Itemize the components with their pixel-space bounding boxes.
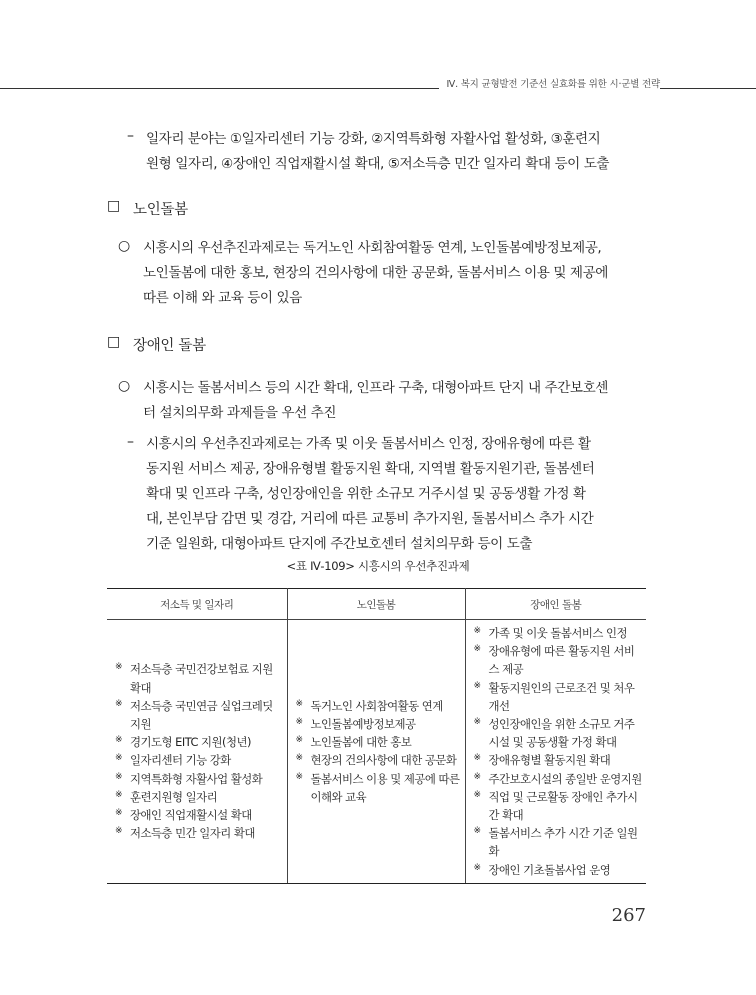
list-item — [296, 715, 461, 733]
list-item-text: 가족 및 이웃 돌봄서비스 인정 — [488, 626, 628, 640]
list-item-text: 직업 및 근로활동 장애인 추가시간 확대 — [488, 789, 638, 823]
list-item-text: 독거노인 사회참여활동 연계 — [310, 698, 443, 713]
list-item-text: 일자리센터 기능 강화 — [130, 753, 231, 768]
bullet-marker: ※ — [115, 771, 123, 782]
list-item — [115, 660, 283, 696]
list-item — [115, 806, 283, 824]
section-title-elderly-care: 노인돌봄 — [133, 202, 188, 218]
list-item — [296, 770, 461, 806]
bullet-marker: ※ — [115, 735, 123, 746]
section-title-disability-care: 장애인 돌봄 — [133, 338, 206, 354]
column-header: 장애인 돌봄 — [465, 589, 646, 620]
bullet-marker: ※ — [295, 717, 303, 728]
bullet-marker: ※ — [115, 826, 123, 837]
page-number: 267 — [611, 905, 646, 926]
running-header: Ⅳ. 복지 균형발전 기준선 실효화를 위한 시·군별 전략 — [439, 76, 661, 90]
paragraph-disability-priority — [143, 376, 608, 426]
list-item-text: 성인장애인을 위한 소규모 거주시설 및 공동생활 가정 확대 — [488, 717, 635, 750]
list-item — [474, 642, 643, 678]
text-line: 확대 및 인프라 구축, 성인장애인을 위한 소규모 거주시설 및 공동생활 가정 확 — [146, 486, 586, 502]
bullet-marker: ※ — [115, 698, 123, 709]
item-list — [296, 697, 461, 806]
bullet-marker: ※ — [473, 789, 481, 800]
column-header: 노인돌봄 — [287, 589, 465, 620]
list-item-text: 주간보호시설의 종일반 운영지원 — [488, 771, 642, 786]
table-cell-elderly — [287, 620, 465, 884]
list-item — [115, 751, 283, 769]
bullet-marker: ※ — [295, 698, 303, 709]
list-item — [474, 824, 643, 860]
list-item-text: 지역특화형 자활사업 활성화 — [130, 771, 263, 786]
item-list — [115, 660, 283, 842]
list-item-text: 활동지원인의 근로조건 및 처우개선 — [488, 680, 635, 713]
list-item-text: 저소득층 민간 일자리 확대 — [130, 826, 255, 841]
list-item-text: 훈련지원형 일자리 — [130, 789, 218, 804]
text-line: 노인돌봄에 대한 홍보, 현장의 건의사항에 대한 공문화, 돌봄서비스 이용 및 제공에 — [143, 265, 608, 281]
list-item — [115, 788, 283, 806]
priority-tasks-table — [107, 588, 646, 884]
column-header: 저소득 및 일자리 — [107, 589, 287, 620]
table-row — [107, 620, 646, 884]
list-item — [115, 824, 283, 842]
text-line: 기준 일원화, 대형아파트 단지에 주간보호센터 설치의무화 등이 도출 — [146, 536, 533, 552]
list-item — [474, 679, 643, 715]
bullet-marker: ※ — [115, 753, 123, 764]
bullet-marker: ※ — [473, 626, 481, 636]
text-line: 따른 이해 와 교육 등이 있음 — [143, 290, 302, 306]
list-item — [115, 733, 283, 751]
list-item-text: 장애유형별 활동지원 확대 — [488, 753, 611, 768]
list-item — [115, 770, 283, 788]
list-item — [474, 751, 643, 769]
bullet-marker: ※ — [473, 717, 481, 728]
section-box-marker: □ — [107, 334, 121, 350]
list-item — [474, 788, 643, 824]
text-line: 동지원 서비스 제공, 장애유형별 활동지원 확대, 지역별 활동지원기관, 돌봄센터 — [146, 461, 595, 477]
list-item-text: 노인돌봄예방정보제공 — [310, 717, 416, 732]
text-line: 원형 일자리, ④장애인 직업재활시설 확대, ⑤저소득층 민간 일자리 확대 등이 도출 — [146, 156, 610, 172]
bullet-marker: ※ — [295, 771, 303, 782]
bullet-marker: ※ — [473, 644, 481, 655]
table-cell-disability — [465, 620, 646, 884]
list-item-text: 돌봄서비스 이용 및 제공에 따른 이해와 교육 — [310, 771, 460, 804]
list-item-text: 저소득층 국민건강보험료 지원 확대 — [130, 662, 273, 695]
list-item — [474, 624, 643, 642]
list-item-text: 장애인 기초돌봄사업 운영 — [488, 862, 611, 877]
circle-marker: ○ — [118, 238, 131, 254]
text-line: 터 설치의무화 과제들을 우선 추진 — [143, 405, 337, 421]
bullet-marker: ※ — [473, 680, 481, 691]
circle-marker: ○ — [118, 378, 131, 394]
text-line: 대, 본인부담 감면 및 경감, 거리에 따른 교통비 추가지원, 돌봄서비스 추가 시간 — [146, 511, 594, 527]
list-item — [474, 715, 643, 751]
bullet-marker: ※ — [473, 771, 481, 782]
paragraph-disability-details — [146, 432, 594, 557]
list-item-text: 장애유형에 따른 활동지원 서비스 제공 — [488, 644, 635, 677]
dash-marker: – — [127, 128, 134, 144]
paragraph-elderly-care — [143, 236, 608, 311]
list-item-text: 현장의 건의사항에 대한 공문화 — [310, 753, 457, 768]
text-line: 시흥시의 우선추진과제로는 가족 및 이웃 돌봄서비스 인정, 장애유형에 따른 활 — [146, 436, 591, 452]
list-item — [296, 697, 461, 715]
list-item-text: 저소득층 국민연금 실업크레딧 지원 — [130, 698, 273, 732]
table-cell-jobs — [107, 620, 287, 884]
bullet-marker: ※ — [295, 735, 303, 746]
bullet-marker: ※ — [473, 753, 481, 764]
text-line: 시흥시는 돌봄서비스 등의 시간 확대, 인프라 구축, 대형아파트 단지 내 주간보호센 — [143, 380, 608, 396]
list-item — [474, 861, 643, 879]
list-item-text: 경기도형 EITC 지원(청년) — [130, 735, 251, 750]
section-box-marker: □ — [107, 198, 121, 214]
bullet-marker: ※ — [473, 826, 481, 837]
item-list — [474, 624, 643, 879]
text-line: 시흥시의 우선추진과제로는 독거노인 사회참여활동 연계, 노인돌봄예방정보제공, — [143, 240, 602, 256]
bullet-marker: ※ — [473, 862, 481, 873]
list-item — [474, 770, 643, 788]
bullet-marker: ※ — [295, 753, 303, 764]
list-item — [296, 751, 461, 769]
list-item — [115, 697, 283, 733]
list-item-text: 돌봄서비스 추가 시간 기준 일원화 — [488, 826, 638, 859]
paragraph-jobs-summary — [146, 127, 609, 177]
bullet-marker: ※ — [115, 789, 123, 800]
list-item — [296, 733, 461, 751]
list-item-text: 노인돌봄에 대한 홍보 — [310, 735, 412, 750]
table-header-row — [107, 589, 646, 620]
bullet-marker: ※ — [115, 808, 123, 819]
dash-marker: – — [127, 434, 134, 450]
text-line: 일자리 분야는 ①일자리센터 기능 강화, ②지역특화형 자활사업 활성화, ③훈련지 — [146, 131, 601, 147]
table-caption: <표 Ⅳ-109> 시흥시의 우선추진과제 — [286, 559, 470, 573]
list-item-text: 장애인 직업재활시설 확대 — [130, 808, 252, 823]
bullet-marker: ※ — [115, 662, 123, 673]
